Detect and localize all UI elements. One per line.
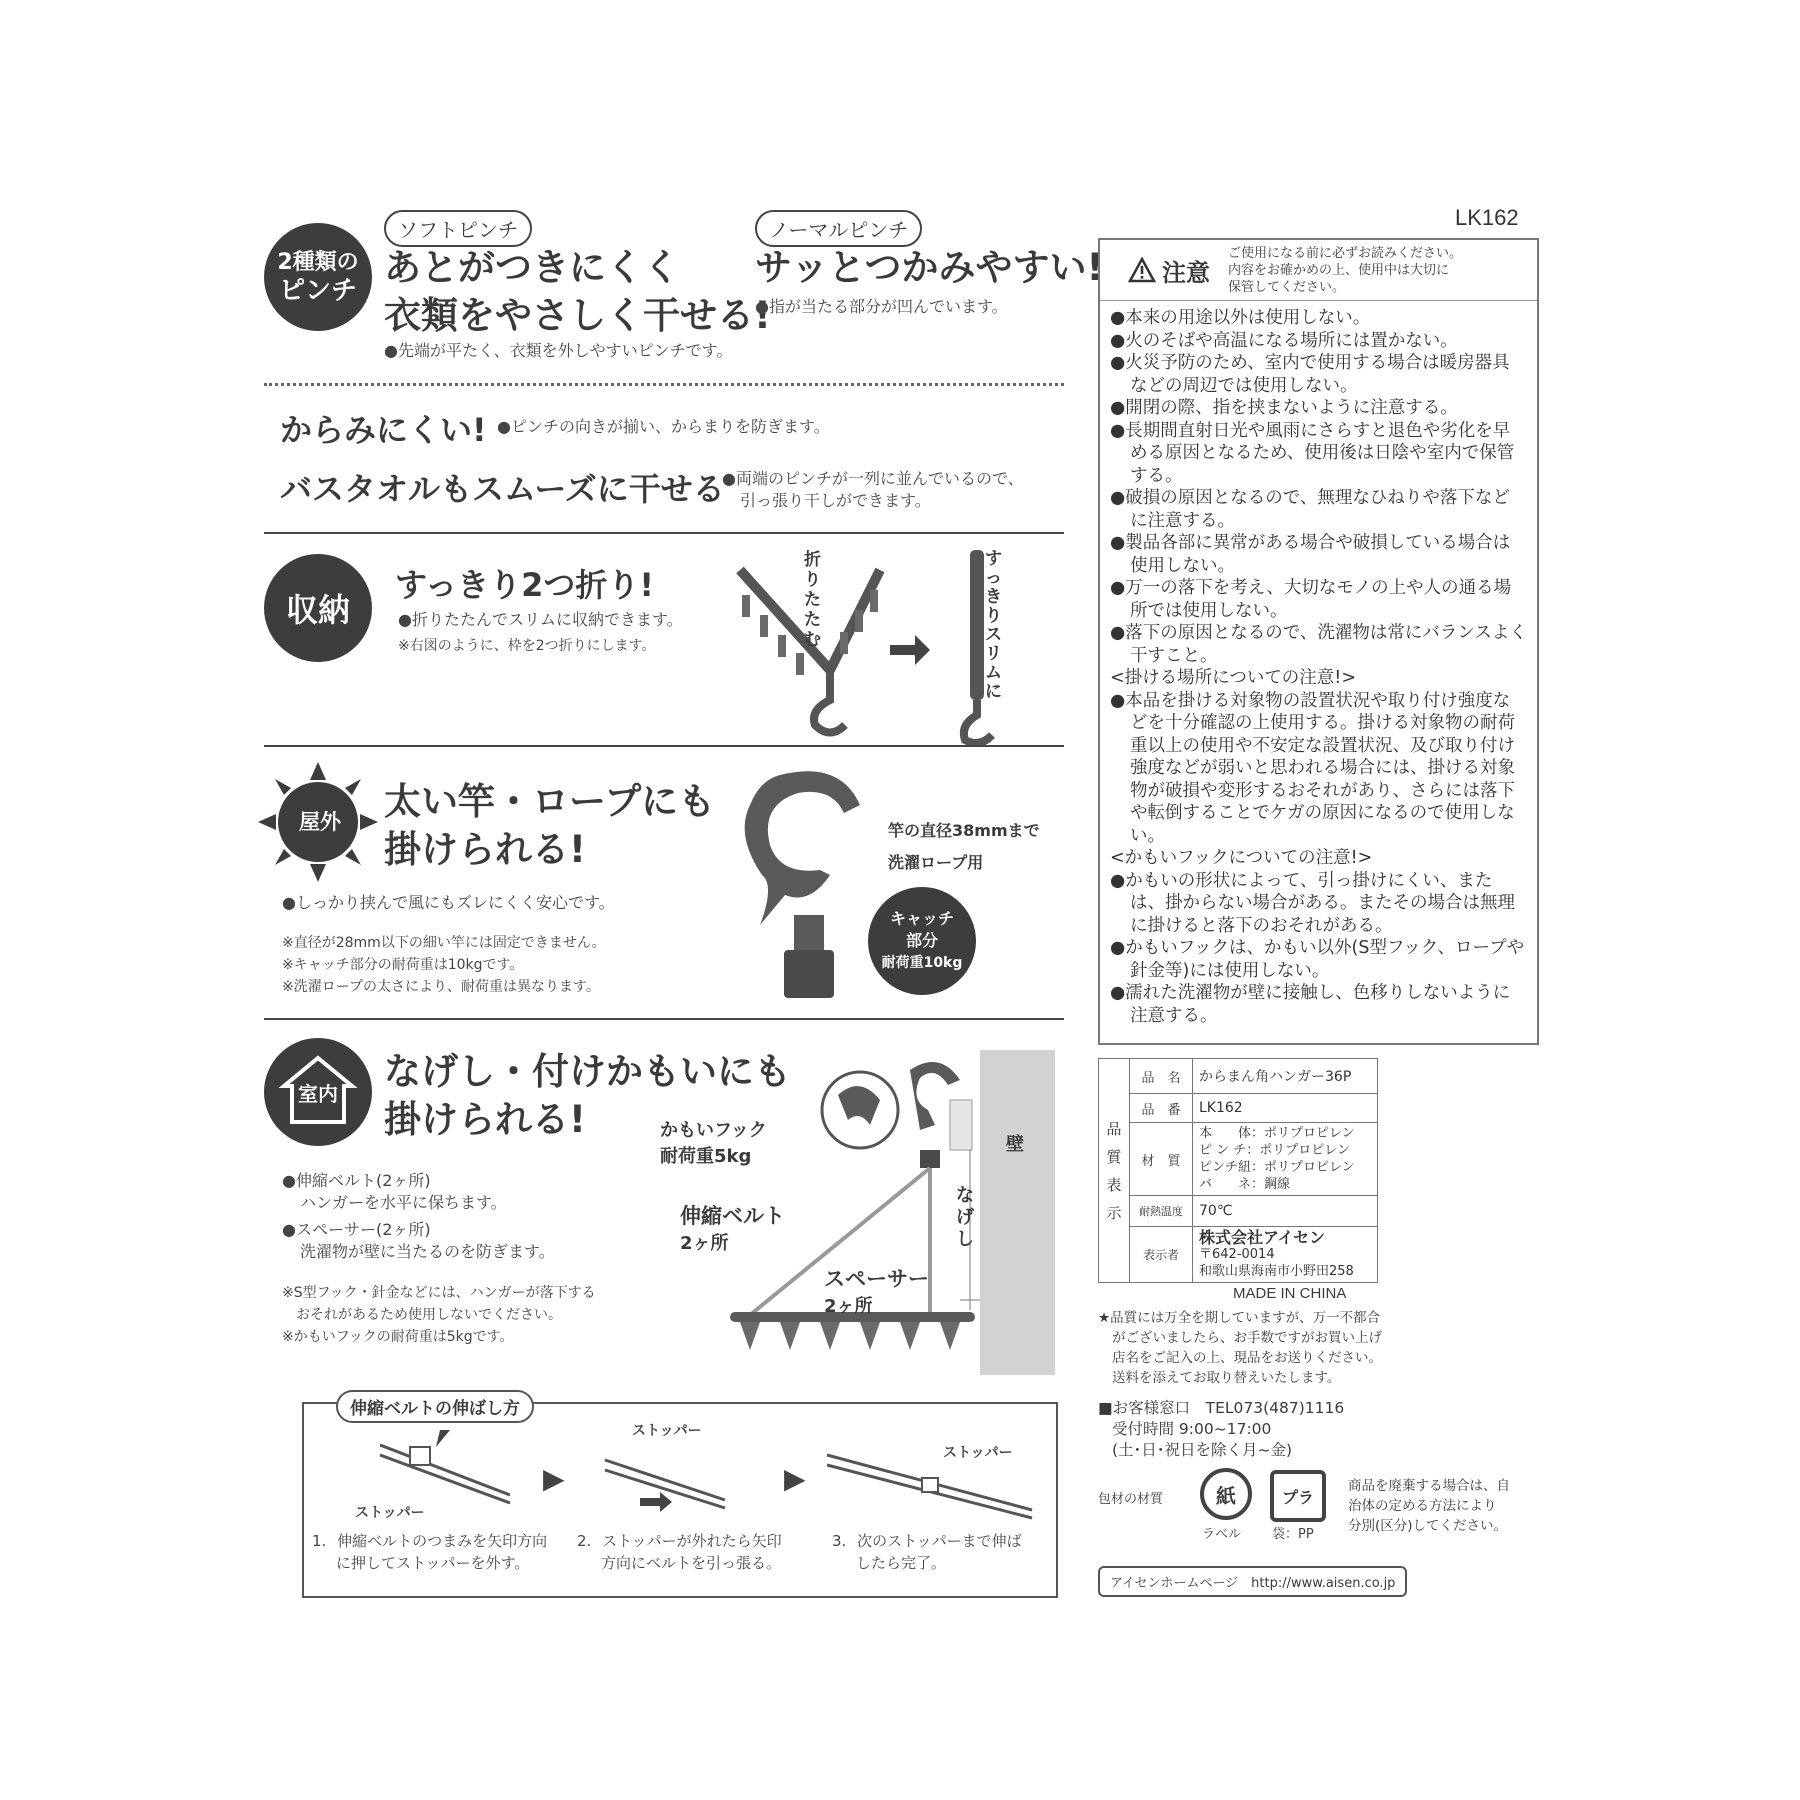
slim-label — [985, 550, 1005, 702]
step3-stopper: ストッパー — [943, 1445, 1013, 1461]
step-3-line2: したら完了。 — [856, 1554, 947, 1572]
fold-char: む — [804, 630, 821, 650]
quality-note — [1098, 1308, 1382, 1388]
fold-char: た — [804, 610, 821, 630]
wall-label: 壁 — [1006, 1134, 1024, 1155]
hook-label — [660, 1118, 767, 1170]
indoor-spacer — [282, 1219, 555, 1263]
slim-char: ム — [985, 663, 1002, 683]
step1-illustration — [370, 1425, 520, 1505]
step1-stopper: ストッパー — [355, 1505, 425, 1521]
disposal-note — [1348, 1476, 1510, 1536]
storage-note: ※右図のように、枠を2つ折りにします。 — [398, 638, 656, 654]
spec-key: 表示者 — [1130, 1227, 1193, 1283]
belt-label — [680, 1202, 785, 1258]
belt-label-line1: 伸縮ベルト — [680, 1204, 785, 1228]
storage-badge — [264, 554, 372, 662]
catch-badge-line1: キャッチ — [889, 909, 954, 928]
plastic-mark: プラ — [1281, 1487, 1314, 1507]
step-2-num: 2. — [577, 1532, 592, 1550]
caution-item: ●本品を掛ける対象物の設置状況や取り付け強度などを十分確認の上使用する。掛ける対象物の耐荷重以上の使用や不安定な設置状況、及び取り付け強度などが弱いと思われる場合には、掛ける対象物が破損や変形するおそれがあり、さらには落下や転倒することでケガの原因になるので使用しない。 — [1110, 690, 1515, 846]
spacer-label-line2: 2ヶ所 — [824, 1296, 873, 1317]
fold-char: り — [804, 570, 821, 590]
outdoor-title-line1: 太い竿・ロープにも — [384, 780, 716, 823]
disposal-line: 商品を廃棄する場合は、自 — [1348, 1478, 1510, 1494]
indoor-belt-line2: ハンガーを水平に保ちます。 — [300, 1193, 507, 1212]
catch-badge — [868, 887, 976, 995]
extend-title: 伸縮ベルトの伸ばし方 — [336, 1390, 534, 1423]
spec-value: からまん角ハンガー36P — [1193, 1059, 1378, 1094]
quality-note-line: ★品質には万全を期していますが、万一不都合 — [1098, 1310, 1381, 1326]
step-1-line1: 伸縮ベルトのつまみを矢印方向 — [337, 1532, 548, 1550]
spec-table — [1098, 1058, 1378, 1283]
outdoor-note: ※キャッチ部分の耐荷重は10kgです。 — [282, 957, 524, 973]
spec-value — [1193, 1123, 1378, 1196]
arrow-icon: ▶ — [784, 1462, 806, 1495]
caution-intro — [1228, 245, 1462, 296]
outdoor-desc: ●しっかり挟んで風にもズレにくく安心です。 — [282, 893, 615, 912]
outdoor-notes — [282, 932, 606, 998]
fold-char: 折 — [804, 550, 821, 570]
slim-char: り — [985, 606, 1002, 626]
indoor-belt — [282, 1170, 507, 1214]
spacer-label — [824, 1265, 929, 1321]
caution-list — [1100, 301, 1537, 1027]
caution-subheading: <かもいフックについての注意!> — [1110, 848, 1373, 868]
soft-pinch-desc: ●先端が平たく、衣類を外しやすいピンチです。 — [384, 341, 733, 360]
normal-pinch-title: サッとつかみやすい! — [755, 246, 1104, 289]
plastic-recycle-icon — [1270, 1470, 1326, 1522]
paper-recycle-icon — [1200, 1468, 1252, 1520]
nageshi-char: な — [956, 1185, 974, 1206]
indoor-spacer-line1: ●スペーサー(2ヶ所) — [282, 1220, 431, 1239]
tangle-desc: ●ピンチの向きが揃い、からまりを防ぎます。 — [497, 417, 830, 436]
caution-subheading: <掛ける場所についての注意!> — [1110, 668, 1356, 688]
indoor-badge: 室内 — [298, 1082, 338, 1106]
slim-char: っ — [985, 568, 1002, 588]
spec-value: 70℃ — [1193, 1196, 1378, 1227]
caution-item: ●本来の用途以外は使用しない。 — [1110, 308, 1371, 328]
indoor-title-line1: なげし・付けかもいにも — [384, 1050, 791, 1093]
towel-title: バスタオルもスムーズに干せる — [280, 470, 725, 508]
caution-box — [1098, 238, 1539, 1045]
step-2 — [577, 1530, 782, 1574]
material-line: ピンチ紐：ポリプロピレン — [1199, 1160, 1355, 1175]
disposal-line: 分別(区分)してください。 — [1348, 1518, 1508, 1534]
caution-intro-line: 保管してください。 — [1228, 279, 1346, 295]
nageshi-label — [956, 1185, 974, 1251]
spec-key: 品 番 — [1130, 1094, 1193, 1123]
indoor-note: ※S型フック・針金などには、ハンガーが落下する — [282, 1285, 596, 1301]
arrow-icon: ▶ — [543, 1462, 565, 1495]
towel-desc — [722, 468, 1024, 512]
outdoor-title — [384, 778, 715, 874]
quality-note-line: がございましたら、お手数ですがお買い上げ — [1112, 1330, 1382, 1346]
spec-key: 材 質 — [1130, 1123, 1193, 1196]
slim-char: す — [985, 549, 1002, 569]
hook-label-line1: かもいフック — [660, 1120, 767, 1141]
spec-value — [1193, 1227, 1378, 1283]
quality-note-line: 送料を添えてお取り替えいたします。 — [1112, 1370, 1341, 1386]
outdoor-title-line2: 掛けられる! — [384, 828, 586, 871]
material-line: 本 体：ポリプロピレン — [1199, 1126, 1355, 1141]
catch-hook-illustration — [740, 765, 880, 1005]
disposal-line: 治体の定める方法により — [1348, 1498, 1497, 1514]
outdoor-note: ※直径が28mm以下の細い竿には固定できません。 — [282, 935, 606, 951]
spec-side-char: 表 — [1106, 1175, 1122, 1194]
rope-label: 洗濯ロープ用 — [888, 853, 984, 872]
material-line: バ ネ：鋼線 — [1199, 1177, 1291, 1192]
fold-label — [804, 550, 824, 650]
made-in: MADE IN CHINA — [1233, 1285, 1347, 1302]
caution-title: 注意 — [1162, 258, 1210, 287]
homepage-link[interactable]: アイセンホームページ http://www.aisen.co.jp — [1098, 1566, 1407, 1597]
pinch-badge — [264, 223, 372, 331]
divider-1 — [264, 532, 1064, 534]
towel-desc-line2: 引っ張り干しができます。 — [740, 491, 931, 510]
contact-days: (土･日･祝日を除く月~金) — [1112, 1441, 1293, 1459]
step-2-line1: ストッパーが外れたら矢印 — [602, 1532, 782, 1550]
paper-mark: 紙 — [1216, 1483, 1236, 1508]
caution-item: ●火災予防のため、室内で使用する場合は暖房器具などの周辺では使用しない。 — [1110, 353, 1510, 396]
dotted-divider — [264, 383, 1064, 386]
outdoor-badge: 屋外 — [299, 810, 341, 834]
step2-stopper: ストッパー — [632, 1423, 702, 1439]
nageshi-char: し — [956, 1229, 974, 1250]
caution-item: ●製品各部に異常がある場合や破損している場合は使用しない。 — [1110, 533, 1511, 576]
caution-header — [1100, 240, 1537, 301]
caution-item: ●開閉の際、指を挟まないように注意する。 — [1110, 398, 1458, 418]
catch-badge-line3: 耐荷重10kg — [881, 955, 963, 971]
step-1-line2: に押してストッパーを外す。 — [336, 1554, 530, 1572]
caution-item: ●濡れた洗濯物が壁に接触し、色移りしないように注意する。 — [1110, 983, 1511, 1026]
step-3 — [832, 1530, 1022, 1574]
contact — [1098, 1398, 1344, 1461]
catch-badge-line2: 部分 — [905, 931, 938, 950]
packaging-label: 包材の材質 — [1098, 1492, 1164, 1507]
indoor-belt-line1: ●伸縮ベルト(2ヶ所) — [282, 1171, 431, 1190]
indoor-note: ※かもいフックの耐荷重は5kgです。 — [282, 1329, 514, 1345]
step-1 — [312, 1530, 547, 1574]
hook-label-line2: 耐荷重5kg — [660, 1146, 752, 1167]
nageshi-char: げ — [956, 1207, 974, 1228]
material-line: ピ ン チ：ポリプロピレン — [1199, 1143, 1350, 1158]
spec-side-char: 品 — [1106, 1119, 1122, 1138]
spec-key: 耐熱温度 — [1130, 1196, 1193, 1227]
indoor-note: おそれがあるため使用しないでください。 — [296, 1307, 562, 1323]
spec-side-label — [1099, 1059, 1130, 1283]
indoor-notes — [282, 1282, 596, 1348]
divider-2 — [264, 745, 1064, 747]
storage-badge-text: 収納 — [285, 591, 350, 629]
caution-item: ●かもいフックは、かもい以外(S型フック、ロープや針金等)には使用しない。 — [1110, 938, 1525, 981]
towel-desc-line1: ●両端のピンチが一列に並んでいるので、 — [722, 469, 1024, 488]
company-name: 株式会社アイセン — [1199, 1228, 1326, 1247]
warning-icon — [1128, 257, 1156, 283]
step-3-num: 3. — [832, 1532, 847, 1550]
slim-char: に — [985, 682, 1002, 702]
caution-item: ●火のそばや高温になる場所には置かない。 — [1110, 330, 1458, 351]
company-zip: 〒642-0014 — [1199, 1247, 1275, 1262]
tangle-title: からみにくい! — [280, 411, 487, 449]
storage-desc: ●折りたたんでスリムに収納できます。 — [398, 610, 683, 629]
paper-caption: ラベル — [1202, 1527, 1242, 1542]
spacer-label-line1: スペーサー — [824, 1267, 929, 1291]
soft-pinch-title — [384, 244, 771, 340]
step-3-line1: 次のストッパーまで伸ば — [857, 1532, 1022, 1550]
caution-item: ●落下の原因となるので、洗濯物は常にバランスよく干すこと。 — [1110, 623, 1527, 666]
caution-intro-line: 内容をお確かめの上、使用中は大切に — [1228, 262, 1450, 278]
soft-title-line1: あとがつきにくく — [384, 246, 680, 289]
caution-item: ●かもいの形状によって、引っ掛けにくい、または、掛からない場合がある。またその場合は無理に掛けると落下のおそれがある。 — [1110, 870, 1515, 936]
caution-item: ●長期間直射日光や風雨にさらすと退色や劣化を早める原因となるため、使用後は日陰や室内で保管する。 — [1110, 420, 1515, 486]
plastic-caption: 袋：PP — [1272, 1527, 1314, 1542]
storage-title: すっきり2つ折り! — [395, 566, 654, 604]
step-2-line2: 方向にベルトを引っ張る。 — [601, 1554, 782, 1572]
belt-label-line2: 2ヶ所 — [680, 1233, 729, 1254]
spec-value: LK162 — [1193, 1094, 1378, 1123]
normal-pinch-desc: ●指が当たる部分が凹んでいます。 — [755, 297, 1008, 316]
fold-char: た — [804, 590, 821, 610]
indoor-title-line2: 掛けられる! — [384, 1098, 586, 1141]
pinch-badge-line2: ピンチ — [278, 276, 357, 306]
indoor-spacer-line2: 洗濯物が壁に当たるのを防ぎます。 — [300, 1242, 555, 1261]
contact-tel: ■お客様窓口 TEL073(487)1116 — [1098, 1399, 1345, 1417]
caution-item: ●破損の原因となるので、無理なひねりや落下などに注意する。 — [1110, 488, 1510, 531]
slim-char: ス — [985, 625, 1002, 645]
outdoor-note: ※洗濯ロープの太さにより、耐荷重は異なります。 — [282, 979, 600, 995]
soft-pinch-label: ソフトピンチ — [384, 210, 532, 247]
step2-illustration — [600, 1440, 740, 1520]
slim-char: リ — [985, 644, 1002, 664]
soft-title-line2: 衣類をやさしく干せる! — [384, 294, 771, 337]
company-address: 和歌山県海南市小野田258 — [1199, 1264, 1354, 1279]
normal-pinch-label: ノーマルピンチ — [755, 210, 922, 247]
spec-key: 品 名 — [1130, 1059, 1193, 1094]
spec-side-char: 示 — [1106, 1203, 1122, 1222]
caution-item: ●万一の落下を考え、大切なモノの上や人の通る場所では使用しない。 — [1110, 578, 1512, 621]
slim-char: き — [985, 587, 1002, 607]
model-code: LK162 — [1455, 205, 1519, 230]
caution-intro-line: ご使用になる前に必ずお読みください。 — [1228, 245, 1463, 261]
step-1-num: 1. — [312, 1532, 327, 1550]
divider-3 — [264, 1018, 1064, 1020]
quality-note-line: 店名をご記入の上、現品をお送りください。 — [1112, 1350, 1382, 1366]
spec-side-char: 質 — [1106, 1147, 1122, 1166]
pole-label: 竿の直径38mmまで — [888, 821, 1040, 840]
contact-hours: 受付時間 9:00~17:00 — [1112, 1420, 1272, 1438]
pinch-badge-line1: 2種類の — [277, 250, 359, 275]
